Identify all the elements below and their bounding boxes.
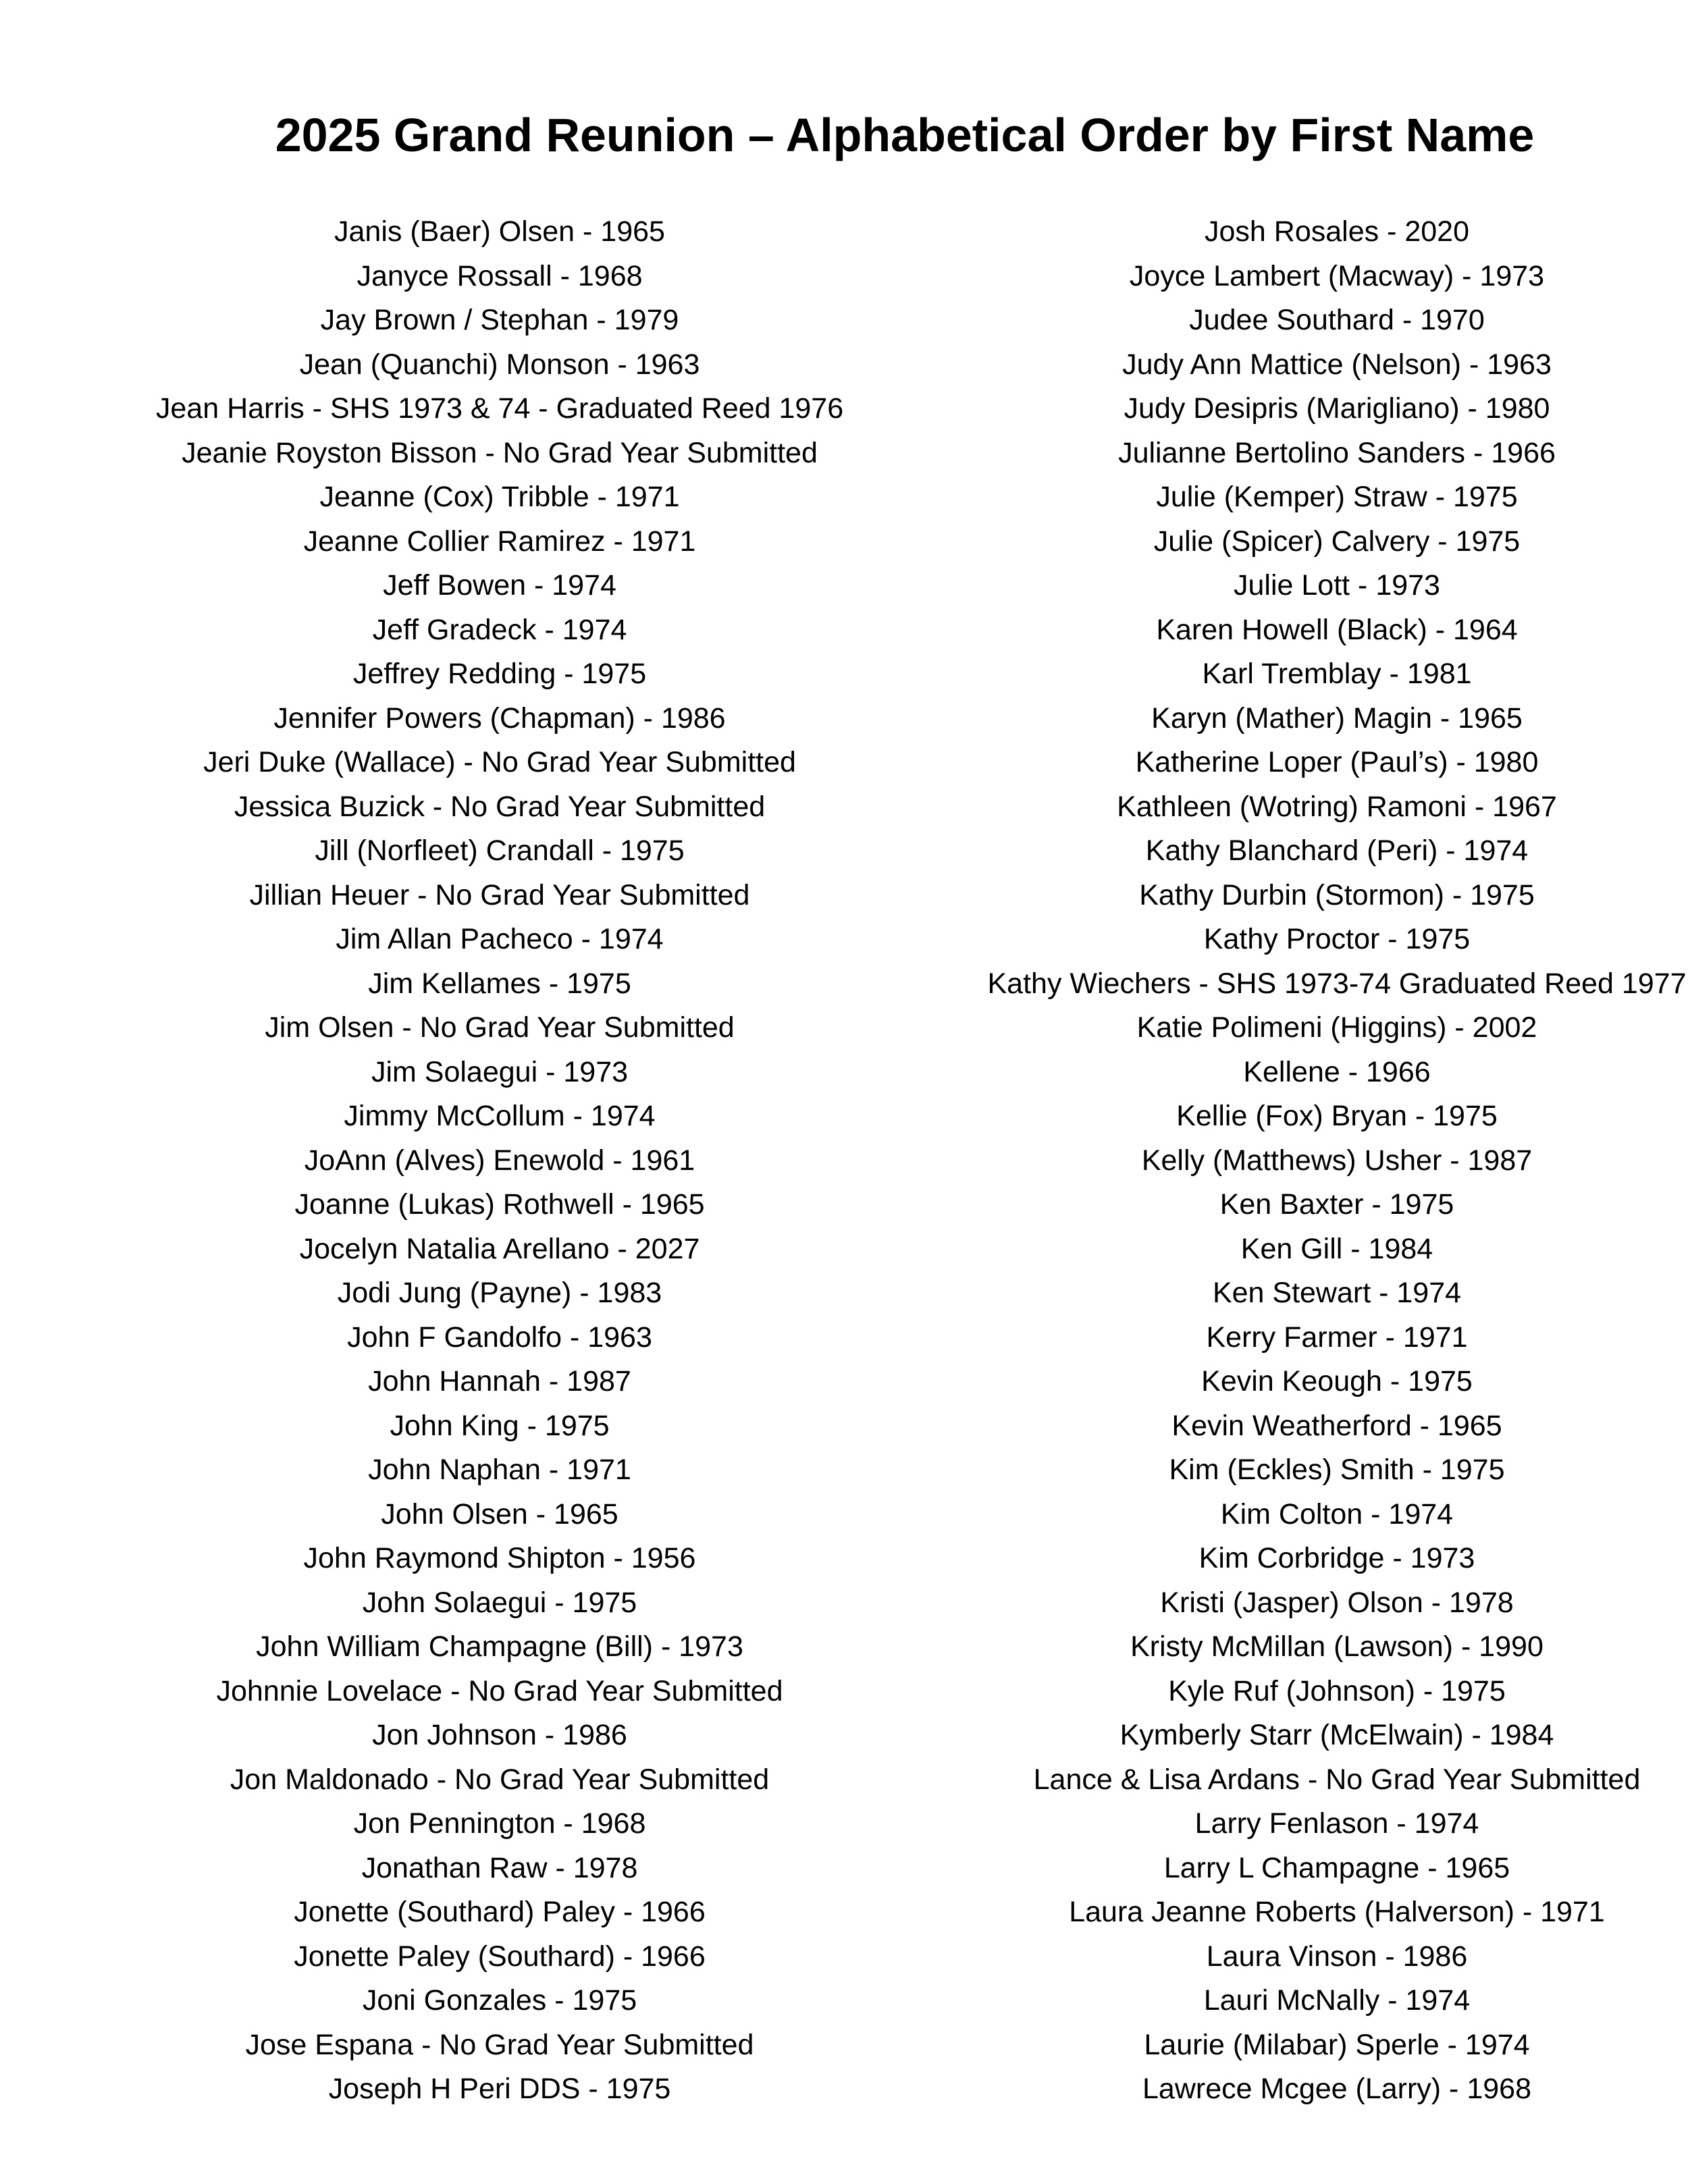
attendee-entry: Lance & Lisa Ardans - No Grad Year Submitted — [1033, 1763, 1641, 1796]
attendee-entry: Lawrece Mcgee (Larry) - 1968 — [1142, 2073, 1531, 2105]
attendee-entry: Kristy McMillan (Lawson) - 1990 — [1130, 1630, 1544, 1663]
attendee-entry: Kristi (Jasper) Olson - 1978 — [1160, 1586, 1514, 1619]
attendee-entry: Jodi Jung (Payne) - 1983 — [337, 1277, 662, 1309]
attendee-entry: Jeffrey Redding - 1975 — [352, 658, 647, 690]
attendee-entry: Ken Stewart - 1974 — [1212, 1277, 1462, 1309]
attendee-entry: Jon Maldonado - No Grad Year Submitted — [230, 1763, 770, 1796]
attendee-entry: Julianne Bertolino Sanders - 1966 — [1118, 436, 1556, 469]
attendee-entry: Julie (Kemper) Straw - 1975 — [1156, 481, 1518, 513]
attendee-entry: John William Champagne (Bill) - 1973 — [256, 1630, 743, 1663]
attendee-entry: Kevin Weatherford - 1965 — [1171, 1409, 1502, 1442]
attendee-entry: John Raymond Shipton - 1956 — [303, 1542, 696, 1574]
attendee-entry: Kim Colton - 1974 — [1220, 1497, 1454, 1530]
attendee-entry: Jillian Heuer - No Grad Year Submitted — [249, 878, 750, 911]
attendee-entry: Jay Brown / Stephan - 1979 — [320, 304, 679, 336]
attendee-entry: Jeanie Royston Bisson - No Grad Year Submitted — [182, 436, 818, 469]
attendee-entry: Katie Polimeni (Higgins) - 2002 — [1136, 1011, 1537, 1044]
attendee-entry: Jim Kellames - 1975 — [368, 967, 631, 1000]
name-list-right-column — [932, 210, 1688, 2112]
attendee-entry: Karl Tremblay - 1981 — [1202, 658, 1472, 690]
attendee-entry: Joseph H Peri DDS - 1975 — [328, 2073, 671, 2105]
attendee-entry: Judee Southard - 1970 — [1189, 304, 1485, 336]
attendee-entry: Jeff Bowen - 1974 — [383, 569, 616, 602]
attendee-entry: Jonette Paley (Southard) - 1966 — [294, 1940, 706, 1973]
attendee-entry: Karyn (Mather) Magin - 1965 — [1151, 701, 1523, 735]
attendee-entry: Larry Fenlason - 1974 — [1194, 1807, 1479, 1840]
attendee-entry: Kathy Blanchard (Peri) - 1974 — [1145, 834, 1529, 867]
page-title: 2025 Grand Reunion – Alphabetical Order by First Name — [275, 109, 1535, 161]
attendee-entry: Karen Howell (Black) - 1964 — [1156, 613, 1518, 646]
attendee-entry: Kim Corbridge - 1973 — [1198, 1542, 1475, 1574]
attendee-entry: John Hannah - 1987 — [368, 1365, 631, 1397]
name-list-left-column — [95, 210, 905, 2112]
attendee-entry: Kevin Keough - 1975 — [1201, 1365, 1473, 1397]
attendee-entry: Joanne (Lukas) Rothwell - 1965 — [294, 1188, 705, 1221]
attendee-entry: Jean Harris - SHS 1973 & 74 - Graduated Reed 1976 — [155, 392, 844, 425]
attendee-entry: Lauri McNally - 1974 — [1203, 1984, 1471, 2017]
attendee-entry: Larry L Champagne - 1965 — [1163, 1851, 1510, 1884]
attendee-entry: Jimmy McCollum - 1974 — [344, 1100, 656, 1132]
attendee-entry: John King - 1975 — [390, 1409, 610, 1442]
attendee-entry: Janis (Baer) Olsen - 1965 — [334, 215, 665, 248]
attendee-entry: Jim Olsen - No Grad Year Submitted — [265, 1011, 735, 1044]
attendee-entry: Jeri Duke (Wallace) - No Grad Year Submitted — [203, 746, 796, 778]
attendee-entry: Kerry Farmer - 1971 — [1206, 1321, 1468, 1354]
attendee-entry: Jeanne (Cox) Tribble - 1971 — [319, 481, 680, 513]
attendee-entry: Laura Vinson - 1986 — [1206, 1940, 1468, 1973]
attendee-entry: Judy Desipris (Marigliano) - 1980 — [1124, 392, 1550, 425]
attendee-entry: Kathleen (Wotring) Ramoni - 1967 — [1117, 790, 1557, 823]
attendee-entry: Ken Baxter - 1975 — [1219, 1188, 1454, 1221]
attendee-entry: Jill (Norfleet) Crandall - 1975 — [315, 834, 685, 867]
attendee-entry: Jon Johnson - 1986 — [372, 1719, 627, 1751]
attendee-entry: Jennifer Powers (Chapman) - 1986 — [273, 701, 726, 735]
attendee-entry: Judy Ann Mattice (Nelson) - 1963 — [1122, 348, 1552, 381]
attendee-entry: Johnnie Lovelace - No Grad Year Submitted — [216, 1674, 783, 1707]
attendee-entry: Jon Pennington - 1968 — [353, 1807, 646, 1840]
attendee-entry: Jim Allan Pacheco - 1974 — [336, 923, 664, 955]
attendee-entry: Jose Espana - No Grad Year Submitted — [245, 2028, 754, 2061]
attendee-entry: Kathy Wiechers - SHS 1973-74 Graduated Reed 1977 — [987, 967, 1687, 1000]
attendee-entry: John Naphan - 1971 — [368, 1454, 631, 1486]
attendee-entry: Janyce Rossall - 1968 — [357, 259, 643, 292]
attendee-entry: Joyce Lambert (Macway) - 1973 — [1129, 259, 1545, 292]
attendee-entry: Jim Solaegui - 1973 — [371, 1055, 629, 1088]
attendee-entry: Ken Gill - 1984 — [1240, 1232, 1433, 1265]
attendee-entry: Jeanne Collier Ramirez - 1971 — [303, 525, 696, 558]
attendee-entry: John F Gandolfo - 1963 — [347, 1321, 652, 1354]
attendee-entry: Kyle Ruf (Johnson) - 1975 — [1168, 1674, 1506, 1707]
attendee-entry: Jeff Gradeck - 1974 — [372, 613, 627, 646]
attendee-entry: Kellene - 1966 — [1243, 1055, 1431, 1088]
attendee-entry: Julie Lott - 1973 — [1234, 569, 1440, 602]
attendee-entry: Kellie (Fox) Bryan - 1975 — [1176, 1100, 1498, 1132]
attendee-entry: Jonette (Southard) Paley - 1966 — [294, 1896, 706, 1928]
attendee-entry: Jonathan Raw - 1978 — [361, 1851, 638, 1884]
attendee-entry: John Olsen - 1965 — [381, 1497, 618, 1530]
attendee-entry: Jean (Quanchi) Monson - 1963 — [299, 348, 700, 381]
attendee-entry: Jessica Buzick - No Grad Year Submitted — [234, 790, 766, 823]
attendee-entry: Kelly (Matthews) Usher - 1987 — [1141, 1144, 1533, 1177]
attendee-entry: Josh Rosales - 2020 — [1205, 215, 1469, 248]
attendee-entry: Joni Gonzales - 1975 — [362, 1984, 637, 2017]
attendee-entry: Jocelyn Natalia Arellano - 2027 — [299, 1232, 700, 1265]
attendee-entry: Kathy Proctor - 1975 — [1203, 923, 1471, 955]
attendee-entry: Laurie (Milabar) Sperle - 1974 — [1144, 2028, 1530, 2061]
attendee-entry: Laura Jeanne Roberts (Halverson) - 1971 — [1069, 1896, 1605, 1928]
attendee-entry: Katherine Loper (Paul’s) - 1980 — [1135, 746, 1539, 778]
attendee-entry: John Solaegui - 1975 — [362, 1586, 637, 1619]
attendee-entry: Kymberly Starr (McElwain) - 1984 — [1119, 1719, 1554, 1751]
attendee-entry: Kim (Eckles) Smith - 1975 — [1169, 1454, 1505, 1486]
attendee-entry: Julie (Spicer) Calvery - 1975 — [1153, 525, 1521, 558]
attendee-entry: Kathy Durbin (Stormon) - 1975 — [1139, 878, 1535, 911]
attendee-entry: JoAnn (Alves) Enewold - 1961 — [304, 1144, 695, 1177]
